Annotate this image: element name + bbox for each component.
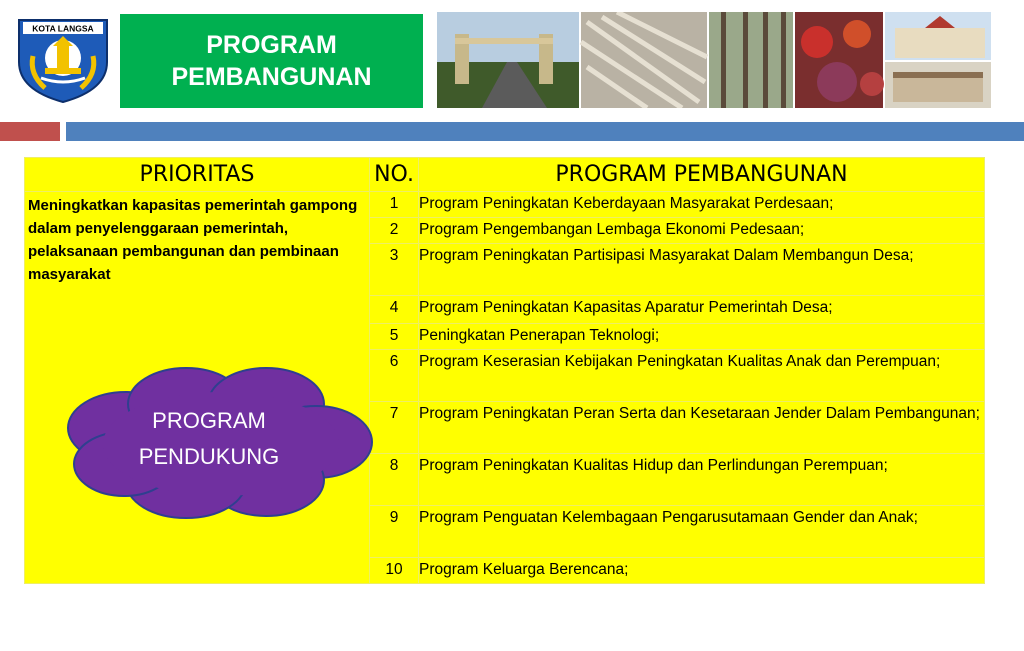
- row-number: 7: [370, 402, 419, 454]
- dried-fish-photo: [581, 12, 707, 108]
- program-item: Program Keluarga Berencana;: [419, 558, 985, 584]
- cloud-line-2: PENDUKUNG: [138, 444, 280, 469]
- program-item: Program Peningkatan Kapasitas Aparatur Pemerintah Desa;: [419, 296, 985, 324]
- row-number: 2: [370, 218, 419, 244]
- table-header-row: [25, 158, 985, 192]
- row-number: 4: [370, 296, 419, 324]
- row-number: 1: [370, 192, 419, 218]
- plantation-photo: [709, 12, 793, 108]
- program-item: Peningkatan Penerapan Teknologi;: [419, 324, 985, 350]
- program-pendukung-cloud: [66, 364, 376, 522]
- program-item: Program Peningkatan Partisipasi Masyarakat Dalam Membangun Desa;: [419, 244, 985, 296]
- row-number: 8: [370, 454, 419, 506]
- accent-bar-blue: [66, 122, 1024, 141]
- program-item: Program Peningkatan Keberdayaan Masyarakat Perdesaan;: [419, 192, 985, 218]
- row-number: 5: [370, 324, 419, 350]
- photo-collage: [437, 12, 991, 108]
- program-item: Program Keserasian Kebijakan Peningkatan Kualitas Anak dan Perempuan;: [419, 350, 985, 402]
- kota-langsa-logo: [15, 16, 111, 104]
- row-number: 9: [370, 506, 419, 558]
- market-produce-photo: [795, 12, 884, 108]
- title-line-1: PROGRAM: [206, 31, 337, 59]
- priority-text: Meningkatkan kapasitas pemerintah gampong dalam penyelenggaraan pemerintah, pelaksanaan pembangunan dan pembinaan masyarakat: [28, 197, 358, 283]
- logo-text: KOTA LANGSA: [32, 23, 94, 34]
- program-item: Program Peningkatan Peran Serta dan Kesetaraan Jender Dalam Pembangunan;: [419, 402, 985, 454]
- road-gate-photo: [437, 12, 579, 108]
- program-item: Program Peningkatan Kualitas Hidup dan Perlindungan Perempuan;: [419, 454, 985, 506]
- accent-bar-red: [0, 122, 60, 141]
- header-priority: PRIORITAS: [25, 158, 370, 192]
- header-program: PROGRAM PEMBANGUNAN: [419, 158, 985, 192]
- title-line-2: PEMBANGUNAN: [171, 63, 372, 91]
- table-row: [25, 192, 985, 218]
- row-number: 10: [370, 558, 419, 584]
- row-number: 6: [370, 350, 419, 402]
- program-item: Program Pengembangan Lembaga Ekonomi Pedesaan;: [419, 218, 985, 244]
- government-building-photo: [885, 12, 991, 108]
- program-item: Program Penguatan Kelembagaan Pengarusutamaan Gender dan Anak;: [419, 506, 985, 558]
- page-title: [120, 14, 423, 108]
- header-no: NO.: [370, 158, 419, 192]
- cloud-line-1: PROGRAM: [152, 408, 266, 433]
- row-number: 3: [370, 244, 419, 296]
